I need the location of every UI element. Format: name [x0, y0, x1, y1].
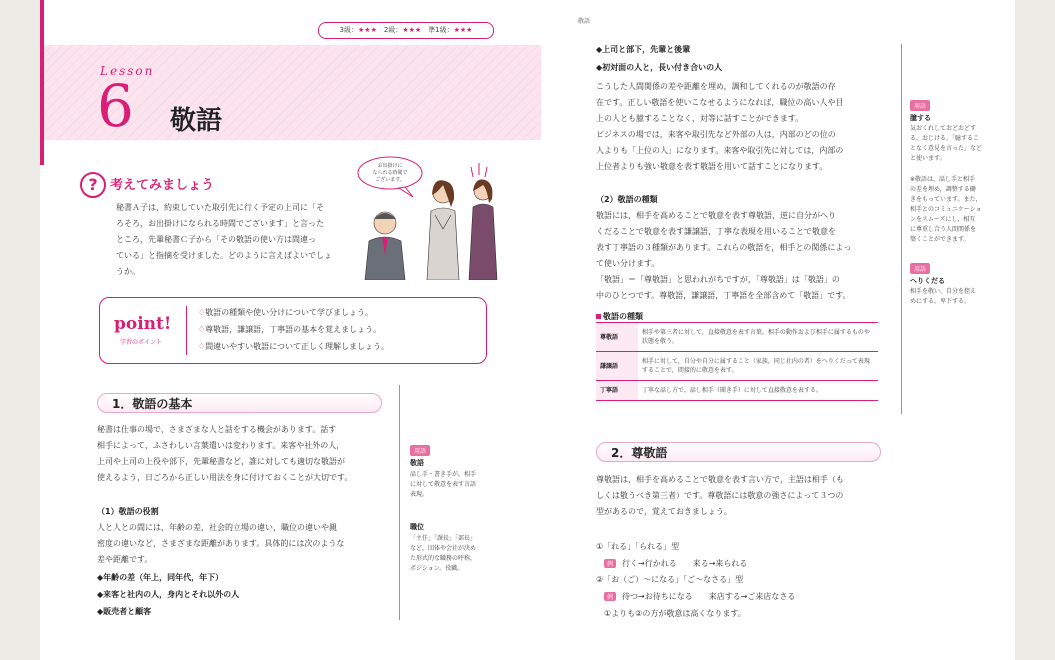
level-3-label: 3級：: [339, 26, 359, 34]
section-2-heading: 2．尊敬語: [596, 442, 881, 462]
boss-figure: [365, 212, 405, 280]
bullet-item: ◆年齢の差（年上，同年代，年下）: [97, 573, 224, 582]
glossary-term: 職位: [410, 523, 424, 531]
table-cell-type: 尊敬語: [596, 323, 638, 352]
bullet-item: ◆初対面の人と，長い付き合いの人: [596, 63, 723, 72]
subsection-heading: （2）敬語の種類: [596, 195, 658, 204]
honorific-note: ①よりも②の方が敬意は高くなります。: [604, 609, 746, 618]
table-cell-type: 丁寧語: [596, 381, 638, 401]
right-paragraph-1: [596, 79, 886, 175]
example-row: [604, 591, 795, 602]
glossary-definition: 「主任」「課長」「部長」 など，団体や会社が決め た形式的な職務の呼称， ポジション。役職。: [410, 535, 477, 572]
example-text: 行く→行かれる 来る→来られる: [622, 559, 748, 568]
learning-points-box: [99, 297, 487, 364]
point-list: [198, 304, 389, 355]
subsection-heading: （1）敬語の役割: [97, 507, 159, 516]
right-paragraph-2: [596, 208, 886, 304]
table-cell-desc: 相手や第三者に対して，直接敬意を表す言葉。相手の動作および相手に属するものや状態を敬う。: [638, 323, 878, 352]
paragraph-line: 「敬語」＝「尊敬語」と思われがちですが，「尊敬語」は「敬語」の: [596, 275, 840, 284]
subsection-paragraph: [97, 520, 397, 568]
section-2-paragraph: [596, 472, 886, 520]
table-row: [596, 381, 878, 401]
svg-text:なられる時間で: なられる時間で: [372, 170, 408, 176]
paragraph-line: 相手によって，ふさわしい言葉遣いは変わります。来客や社外の人，: [97, 441, 345, 450]
think-paragraph: [116, 200, 356, 280]
paragraph-line: て使い分けます。: [596, 259, 660, 268]
list-item: ♢ 尊敬語，謙譲語，丁寧語の基本を覚えましょう。: [198, 321, 389, 338]
paragraph-line: 差や距離です。: [97, 555, 153, 564]
table-cell-desc: 丁寧な話し方で，話し相手（聞き手）に対して直接敬意を表する。: [638, 381, 878, 401]
secretary-a-figure: [427, 180, 459, 280]
think-line: ところ，先輩秘書Ｃ子から「その敬語の使い方は間違っ: [116, 235, 316, 244]
level-pre1-stars: ★★★: [453, 26, 473, 34]
example-badge: 例: [604, 559, 616, 568]
lesson-number: 6: [97, 72, 134, 140]
paragraph-line: 使えるよう，日ごろから正しい用法を身に付けておくことが大切です。: [97, 473, 353, 482]
glossary-term: へりくだる: [910, 277, 945, 285]
glossary-definition: 相手を敬い，自分を控え めにする。卑下する。: [910, 288, 977, 305]
paragraph-line: 中のひとつです。尊敬語，謙譲語，丁寧語を全部含めて「敬語」です。: [596, 291, 851, 300]
point-sublabel: 学習のポイント: [120, 339, 163, 346]
paragraph-line: 上位者よりも強い敬意を表す敬語を用いて話すことになります。: [596, 162, 828, 171]
lesson-label: Lesson: [100, 64, 155, 78]
glossary-definition: 気おくれしておどおどす る，おじける。「臆するこ となく意見を言った」など と使います。: [910, 125, 983, 162]
section-1-heading: 1．敬語の基本: [97, 393, 382, 413]
paragraph-line: 上司や上司の上役や部下，先輩秘書など，誰に対しても適切な敬語が: [97, 457, 345, 466]
list-item: ♢ 間違いやすい敬語について正しく理解しましょう。: [198, 338, 389, 355]
side-note: ※敬語は，話し手と相手 の差を埋め，調整する働 きをもっています。また， 相手とのコミュニケーショ ンをスムーズにし，相互 に尊重し合う人間関係を 築くことができます。: [910, 176, 982, 243]
office-illustration: [355, 155, 505, 280]
list-item: ♢ 敬語の種類や使い分けについて学びましょう。: [198, 304, 389, 321]
point-label: point!: [114, 314, 172, 334]
paragraph-line: 秘書は仕事の場で，さまざまな人と話をする機会があります。話す: [97, 425, 337, 434]
bullet-item: ◆販売者と顧客: [97, 607, 152, 616]
think-line: ている」と指摘を受けました。どのように言えばよいでしょ: [116, 251, 332, 260]
paragraph-line: 型があるので，覚えておきましょう。: [596, 507, 732, 516]
paragraph-line: 人と人との間には，年齢の差，社会的立場の違い，職位の違いや親: [97, 523, 337, 532]
paragraph-line: 密度の違いなど，さまざまな距離があります。具体的には次のような: [97, 539, 345, 548]
level-2-label: 2級：: [376, 26, 403, 34]
paragraph-line: 尊敬語は，相手を高めることで敬意を表す言い方で，主語は相手（も: [596, 475, 844, 484]
sidebar-divider: [901, 44, 902, 414]
paragraph-line: こうした人間関係の差や距離を埋め，調和してくれるのが敬語の存: [596, 82, 836, 91]
paragraph-line: くだることで敬意を表す謙譲語，丁寧な表現を用いることで敬意を: [596, 227, 836, 236]
glossary-definition: 話し手・書き手が，相手 に対して敬意を表す言語 表現。: [410, 471, 477, 498]
speech-bubble: [358, 157, 422, 197]
think-line: うか。: [116, 267, 140, 276]
page-edge-right: [1015, 0, 1055, 660]
svg-text:ございます。: ございます。: [375, 177, 405, 183]
bullet-item: ◆来客と社内の人，身内とそれ以外の人: [97, 590, 240, 599]
divider: [186, 306, 187, 355]
level-indicator: [318, 22, 494, 39]
example-row: [604, 558, 747, 569]
paragraph-line: 敬語には，相手を高めることで敬意を表す尊敬語，逆に自分がへり: [596, 211, 836, 220]
keigo-types-table: [596, 322, 878, 401]
table-row: [596, 352, 878, 381]
question-icon: ?: [80, 172, 106, 198]
paragraph-line: 表す丁寧語の３種類があります。これらの敬語を，相手との関係によっ: [596, 243, 852, 252]
honorific-type-1: ①「れる」「られる」型: [596, 542, 680, 551]
example-text: 待つ→お待ちになる 来店する→ご来店なさる: [622, 592, 796, 601]
table-cell-type: 謙譲語: [596, 352, 638, 381]
think-line: 秘書Ａ子は，約束していた取引先に行く予定の上司に「そ: [116, 203, 324, 212]
lesson-title: 敬語: [170, 106, 223, 136]
sidebar-divider: [399, 385, 400, 620]
glossary-tag: 用語: [910, 100, 930, 111]
paragraph-line: 在です。正しい敬語を使いこなせるようになれば，職位の高い人や目: [596, 98, 844, 107]
glossary-term: 敬語: [410, 459, 424, 467]
level-2-stars: ★★★: [402, 26, 422, 34]
level-3-stars: ★★★: [358, 26, 377, 34]
think-line: ろそろ，お出掛けになられる時間でございます」と言った: [116, 219, 324, 228]
section-1-paragraph: [97, 422, 397, 486]
glossary-tag: 用語: [910, 263, 930, 274]
level-pre1-label: 準1級：: [421, 26, 454, 34]
glossary-tag: 用語: [410, 445, 430, 456]
paragraph-line: 上の人とも臆することなく，対等に話すことができます。: [596, 114, 804, 123]
table-row: [596, 323, 878, 352]
secretary-c-figure: [469, 163, 497, 280]
page-edge-left: [0, 0, 40, 660]
think-title: 考えてみましょう: [110, 178, 215, 193]
table-title: 敬語の種類: [596, 311, 643, 322]
paragraph-line: 人よりも「上位の人」になります。来客や取引先に対しては，内部の: [596, 146, 844, 155]
example-badge: 例: [604, 592, 616, 601]
glossary-term: 臆する: [910, 114, 931, 122]
table-cell-desc: 相手に対して，自分や自分に属すること（家族，同じ社内の者）をへりくだって表現することで，間接的に敬意を表す。: [638, 352, 878, 381]
honorific-type-2: ②「お（ご）～になる」「ご～なさる」型: [596, 575, 744, 584]
paragraph-line: しくは敬うべき第三者）です。尊敬語には敬意の強さによって３つの: [596, 491, 844, 500]
running-header: 敬語: [578, 18, 591, 25]
bullet-item: ◆上司と部下，先輩と後輩: [596, 45, 691, 54]
svg-text:お出掛けに: お出掛けに: [377, 163, 403, 169]
paragraph-line: ビジネスの場では，来客や取引先など外部の人は，内部のどの位の: [596, 130, 836, 139]
